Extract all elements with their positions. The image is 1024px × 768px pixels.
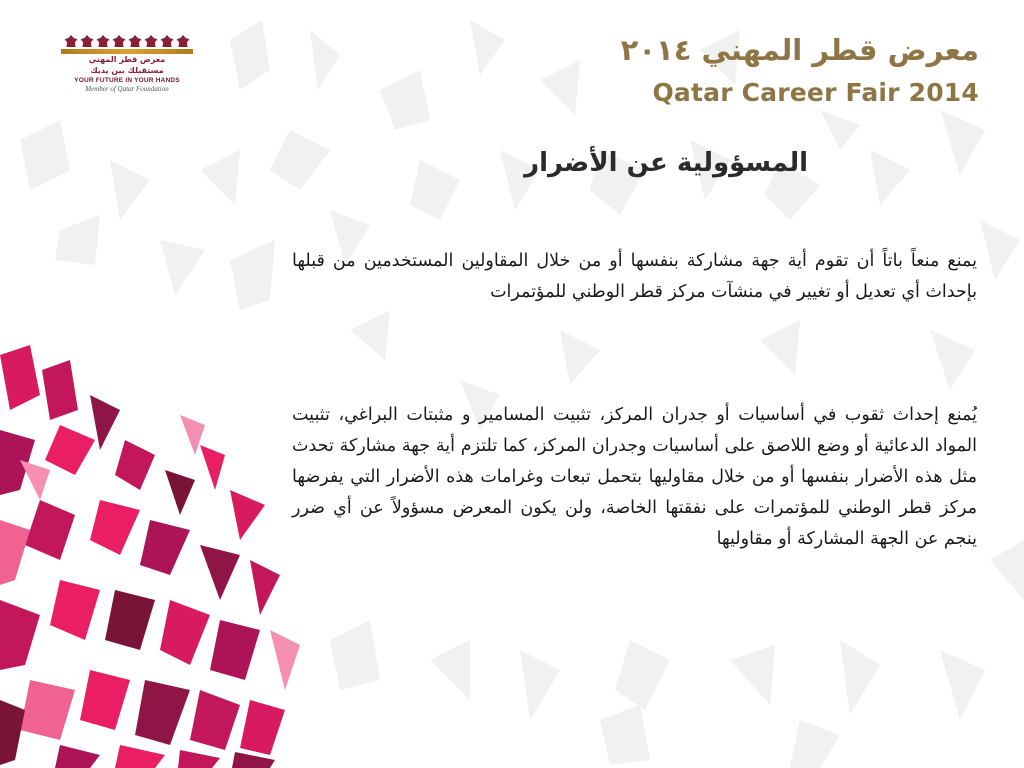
logo-figures-icon [57,33,197,47]
logo-member-line: Member of Qatar Foundation [85,85,169,93]
logo-band [61,49,193,54]
brand-english-title: Qatar Career Fair 2014 [652,78,979,107]
paragraph-modification-ban: يمنع منعاً باتاً أن تقوم أية جهة مشاركة بنفسها أو من خلال المقاولين المستخدمين من قبلها بإحداث أي تعديل أو تغيير في منشآت مركز قطر الوطني للمؤتمرات [292,251,977,302]
paragraph-damage-liability: يُمنع إحداث ثقوب في أساسيات أو جدران المركز، تثبيت المسامير و مثبتات البراغي، تثبيت المواد الدعائية أو وضع اللاصق على أساسيات وجدران المركز، كما تلتزم أية جهة مشاركة تحدث مثل هذه الأضرار بنفسها أو من خلال مقاوليها بتحمل تبعات وغرامات هذه الأضرار التي يفرضها مركز قطر الوطني للمؤتمرات على نفقتها الخاصة، ولن يكون المعرض مسؤولاً عن أي ضرر ينجم عن الجهة المشاركة أو مقاوليها [292,405,977,549]
qatar-career-fair-logo [57,33,197,108]
brand-arabic-title: معرض قطر المهني ٢٠١٤ [620,33,979,67]
logo-arabic-tagline: مستقبلك بين يديك [90,66,164,75]
logo-arabic-name: معرض قطر المهني [88,55,166,64]
slide-title: المسؤولية عن الأضرار [524,148,808,178]
logo-english-tagline: YOUR FUTURE IN YOUR HANDS [74,77,180,84]
